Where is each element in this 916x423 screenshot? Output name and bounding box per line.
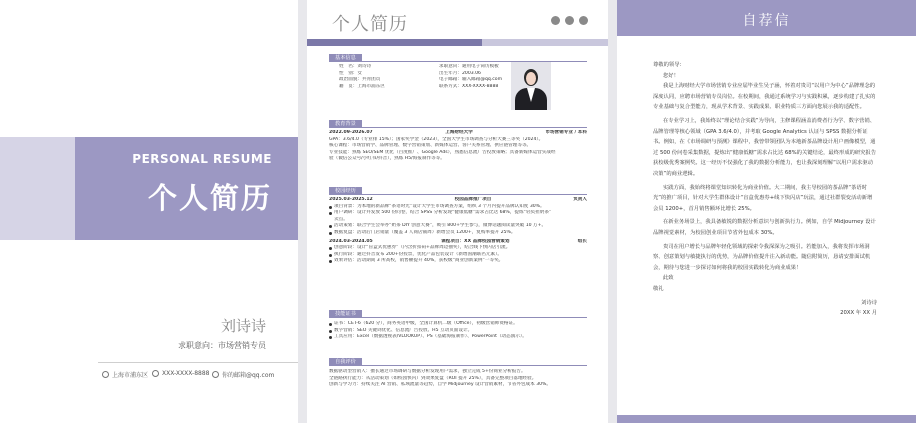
letter-paragraph: 我是上海财经大学市场营销专业应届毕业生吴子涵，怀着对贵司“以用户为中心”品牌理念的深度认同，应聘市场营销专员岗位。在校期间，我通过系统学习与实践积累，逐步构建了扎实的专业基础与复合型能力，现从学术背景、实践成果、职业特质三方面向您展示我的适配性。 (653, 83, 876, 111)
education-header (329, 130, 587, 137)
letter-closing: 敬礼 (653, 285, 664, 292)
resume-header-icons (551, 16, 588, 25)
section-label: 校园经历 (329, 187, 362, 195)
campus-role: 负责人 (573, 197, 587, 202)
cover-accent-light (0, 137, 75, 240)
letter-hello: 您好！ (663, 72, 679, 79)
campus-line: 效果评估：活动期间 3 所高校，销售额提升 40%，获校级“商业创新案例”一等奖。 (329, 258, 587, 265)
campus-line: 项目背景：为本地的新品牌“茶语时光”设计大学生市场调查方案，组织 3 个月内提升品牌认知度 30%。 (329, 204, 587, 211)
home-icon (551, 16, 560, 25)
basic-field: 籍 贯：上海市浦东区 (339, 83, 385, 89)
avatar-photo (511, 62, 551, 110)
cover-address-text: 上海市浦东区 (112, 372, 149, 379)
basic-field: 性 别：女 (339, 70, 362, 76)
cover-intent: 求职意向：市场营销专员 (178, 341, 266, 350)
basic-field: 联系方式：XXX-XXXX-8888 (439, 83, 499, 89)
basic-field: 电子邮箱：输入邮箱@qq.com (439, 77, 503, 83)
cover-email (212, 370, 274, 379)
section-education (329, 120, 587, 163)
education-major: 市场营销专业 / 本科 (545, 130, 587, 135)
campus-date: 2025.03-2025.12 (329, 197, 373, 202)
cover-email-text: 你的邮箱@qq.com (222, 372, 275, 379)
letter-title: 自荐信 (742, 13, 791, 29)
resume-header-band-light (482, 39, 608, 46)
cover-divider (98, 362, 298, 363)
evaluation-line: 创新与学习力：持续关注 AI 营销、私域流量等趋势，自学 Midjourney 设计营销素材，节省外包成本 30%。 (329, 382, 551, 388)
cover-title-en: PERSONAL RESUME (132, 152, 272, 166)
campus-date: 2024.03-2024.05 (329, 238, 373, 244)
cover-phone-text: XXX-XXXX-8888 (162, 370, 210, 377)
letter-closing: 此致 (663, 275, 674, 282)
skill-line: 证书：CET-6（620 分），商务英语中级，全国计算机二级（Office），初级营销师资格证。 (329, 321, 587, 328)
letter-paragraph: 在专业学习上，我始终以“理论结合实践”为导向，主修课程涵盖消费者行为学、数字营销、品牌管理等核心领域（GPA 3.6/4.0），并考取 Google Analytics 认证与 SPSS 数据分析证书。例如，在《市场调研与预测》课程中，我曾带领团队为本地新茶品牌设计用户画像模型，通过 500 份问卷采集数据，提炼出“健康低糖”需求占比达 68%的关键结论，最终形成的研究报告获校级优秀案例奖。这一经历不仅强化了我的数据分析能力，也让我深刻理解“以用户需求驱动决策”的商业逻辑。 (653, 117, 877, 177)
resume-page (307, 0, 608, 423)
campus-org: 校园品牌推广项目 (454, 197, 492, 202)
letter-paragraph: 贵司在用户增长与品牌年轻化领域的探索令我深深为之吸引。若能加入，我将发挥市场洞察、创意策划与敏捷执行的优势，为品牌价值提升注入新动能。随信附简历，恳请安排面试机会，期待与您进一步探讨如何将我的校园实践转化为商业成果！ (653, 243, 871, 271)
evaluation-line: 全链路执行能力：从活动策划（如校园快闪）到效果复盘（ROI 提升 25%），具备完整项目落地经验。 (329, 375, 537, 381)
basic-field: 政治面貌：共青团员 (339, 77, 381, 83)
section-basic (329, 54, 587, 118)
education-line: GPA：3.6/4.0（专业排 15%）；国家奖学金（2023），全国大学生市场调查与分析大赛三等奖（2024）。 (329, 136, 544, 142)
cover-phone (152, 370, 209, 377)
cover-letter-page (617, 0, 916, 423)
education-line: 验（微信公众号/小红书/抖音），熟练 H5/海报制作等等。 (329, 156, 445, 162)
letter-paragraph: 在新业务场景上，我具备敏锐的数据分析意识与创新执行力。例如，自学 Midjourney 设计品牌视觉素材，为校园创业项目节省外包成本 30%。 (653, 219, 876, 236)
cover-page (0, 0, 298, 423)
campus-item-header (329, 239, 587, 246)
letter-greeting: 尊敬的领导： (653, 62, 685, 68)
education-line: 专业技能：熟练 SEO/SEM 优化（百度推广、Google Ads），熟悉信息流广告投放策略；具备新媒体运营实战经 (329, 149, 556, 155)
section-label: 自我评价 (329, 358, 362, 366)
letter-date: 20XX 年 XX 月 (840, 310, 877, 317)
education-date: 2022.09-2026.07 (329, 130, 373, 135)
cover-name: 刘诗诗 (220, 317, 266, 335)
person-icon (565, 16, 574, 25)
campus-line: 卖点。 (334, 216, 348, 222)
campus-line: 活动策划：联合学生会举办“奶茶 DIY 创意大赛”，吸引 800+学生参与，微博话题阅读量突破 10 万+。 (329, 223, 587, 230)
campus-line: 创意阶段：设计“盲盒式优惠券”（内含折扣码+品牌周边抽奖），结合线下快闪店引流。 (329, 245, 587, 252)
campus-line: 数据复盘：活动后门店销量（覆盖 3 人商店铺周）新增会员 1200+，复购率提升 25%。 (329, 230, 587, 237)
basic-field: 姓 名：刘诗诗 (339, 64, 372, 69)
letter-signer: 刘诗诗 (861, 300, 877, 307)
evaluation-line: 数据驱动型营销人：擅长通过市场调研与数据分析发现用户需求，独立完成 5+份商业分析报告。 (329, 369, 526, 374)
education-line: 核心课程：市场营销学、品牌管理、数字营销策划、新媒体运营、客户关系管理、供应链管理等等。 (329, 143, 532, 149)
section-evaluation (329, 358, 587, 389)
section-label: 基本信息 (329, 54, 362, 62)
section-skills (329, 310, 587, 341)
campus-line: 用户调研：设计并发放 500 份问卷，结合 SPSS 分析发现“健康低糖”需求占比达 68%，提炼“轻负担奶茶” (329, 210, 587, 217)
section-campus (329, 187, 587, 265)
mail-icon (212, 371, 219, 378)
skill-line: 数字营销：SEO 关键词优化、信息流广告投放、H5 互动页面设计。 (329, 328, 587, 335)
campus-item-header (329, 197, 587, 204)
basic-field: 出生年月：2003.06 (439, 70, 481, 76)
cover-address (102, 370, 148, 379)
basic-field: 求职意向：通用电子简历模板 (439, 64, 499, 69)
education-school: 上海财经大学 (445, 130, 473, 135)
phone-icon (152, 370, 159, 377)
skill-line: 工具应用：Excel（数据透视表/VLOOKUP）、PS（基础海报制作）、PowerPoint（动态演示）。 (329, 334, 587, 341)
doc-icon (579, 16, 588, 25)
location-icon (102, 371, 109, 378)
cover-title-cn: 个人简历 (147, 181, 272, 215)
campus-line: 执行阶段：通过抖音发布 200+份投票，优化产品包装设计（新增国潮联名元素）。 (329, 252, 587, 259)
basic-info (339, 64, 529, 90)
section-label: 技能证书 (329, 310, 362, 318)
letter-footer-band (617, 415, 916, 423)
letter-paragraph: 实践方面，我始终将课堂知识转化为商业价值。大二期间，我主导校园的茶品牌“茶语时光”的推广项目，针对大学生群体设计“盲盒优惠券+线下快闪店”玩法，通过社群裂变活动新增会员 1200+，首月销售额环比增长 25%。 (653, 184, 873, 212)
campus-org: 课程项目：XX 品牌校园营销策划 (441, 238, 510, 244)
campus-role: 组长 (577, 238, 587, 244)
letter-body (653, 60, 877, 318)
section-label: 教育背景 (329, 120, 362, 128)
resume-title: 个人简历 (332, 14, 408, 35)
